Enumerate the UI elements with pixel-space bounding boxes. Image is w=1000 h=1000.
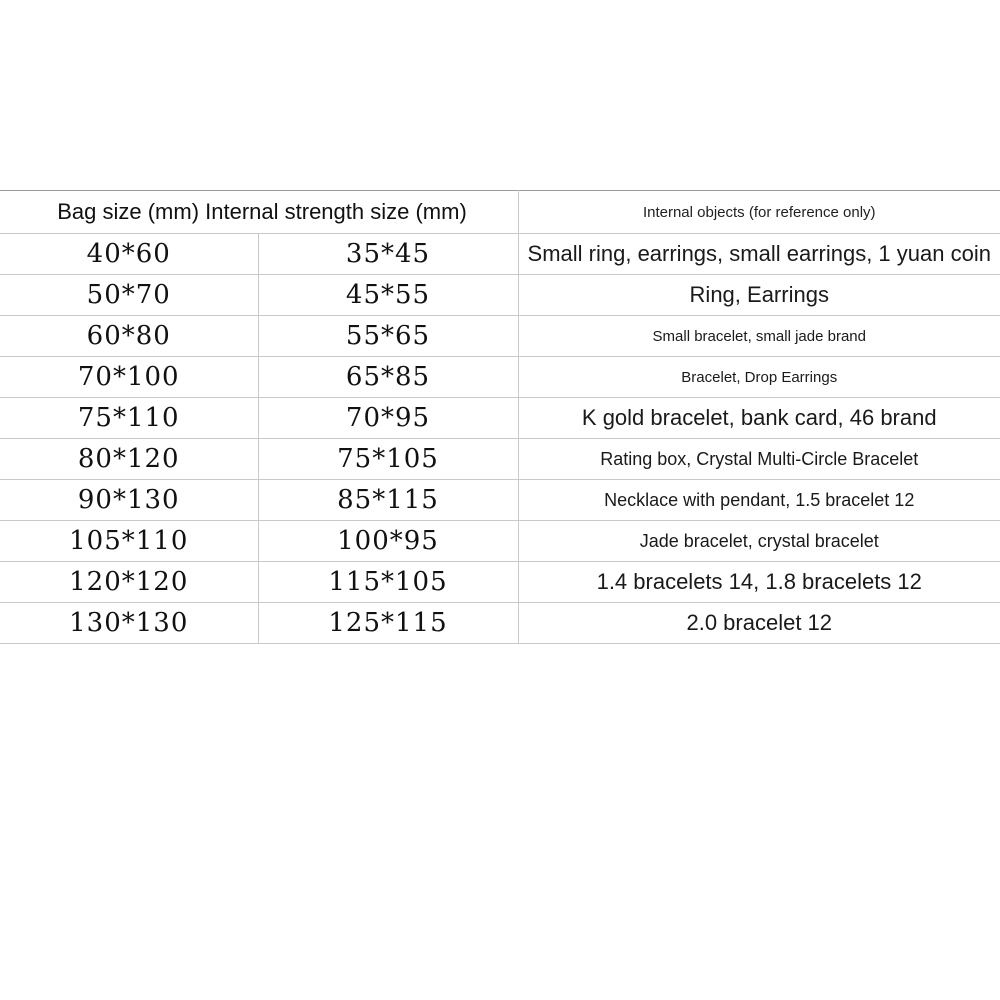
table-row — [0, 234, 1000, 275]
table-row — [0, 480, 1000, 521]
internal-size-cell: 35*45 — [258, 234, 518, 275]
objects-cell: 1.4 bracelets 14, 1.8 bracelets 12 — [518, 562, 1000, 603]
table-header-row — [0, 191, 1000, 234]
internal-size-cell: 125*115 — [258, 603, 518, 644]
bag-size-cell: 105*110 — [0, 521, 258, 562]
bag-size-cell: 60*80 — [0, 316, 258, 357]
internal-size-cell: 100*95 — [258, 521, 518, 562]
bag-size-cell: 50*70 — [0, 275, 258, 316]
bag-size-cell: 130*130 — [0, 603, 258, 644]
internal-size-cell: 65*85 — [258, 357, 518, 398]
internal-size-cell: 70*95 — [258, 398, 518, 439]
size-table — [0, 190, 1000, 644]
objects-cell: Ring, Earrings — [518, 275, 1000, 316]
objects-cell: Bracelet, Drop Earrings — [518, 357, 1000, 398]
header-sizes-cell — [0, 191, 518, 234]
header-internal-objects: Internal objects (for reference only) — [518, 191, 1000, 234]
size-table-container — [0, 190, 1000, 644]
table-row — [0, 316, 1000, 357]
table-row — [0, 562, 1000, 603]
header-bag-size: Bag size (mm) — [57, 199, 200, 224]
table-row — [0, 603, 1000, 644]
internal-size-cell: 45*55 — [258, 275, 518, 316]
bag-size-cell: 120*120 — [0, 562, 258, 603]
internal-size-cell: 85*115 — [258, 480, 518, 521]
header-internal-size: Internal strength size (mm) — [205, 199, 467, 224]
table-row — [0, 521, 1000, 562]
bag-size-cell: 80*120 — [0, 439, 258, 480]
objects-cell: K gold bracelet, bank card, 46 brand — [518, 398, 1000, 439]
internal-size-cell: 115*105 — [258, 562, 518, 603]
internal-size-cell: 75*105 — [258, 439, 518, 480]
objects-cell: Small ring, earrings, small earrings, 1 yuan coin — [518, 234, 1000, 275]
objects-cell: Necklace with pendant, 1.5 bracelet 12 — [518, 480, 1000, 521]
objects-cell: 2.0 bracelet 12 — [518, 603, 1000, 644]
table-row — [0, 275, 1000, 316]
bag-size-cell: 90*130 — [0, 480, 258, 521]
table-row — [0, 398, 1000, 439]
objects-cell: Jade bracelet, crystal bracelet — [518, 521, 1000, 562]
table-row — [0, 357, 1000, 398]
objects-cell: Small bracelet, small jade brand — [518, 316, 1000, 357]
internal-size-cell: 55*65 — [258, 316, 518, 357]
bag-size-cell: 75*110 — [0, 398, 258, 439]
objects-cell: Rating box, Crystal Multi-Circle Bracelet — [518, 439, 1000, 480]
table-row — [0, 439, 1000, 480]
bag-size-cell: 70*100 — [0, 357, 258, 398]
bag-size-cell: 40*60 — [0, 234, 258, 275]
